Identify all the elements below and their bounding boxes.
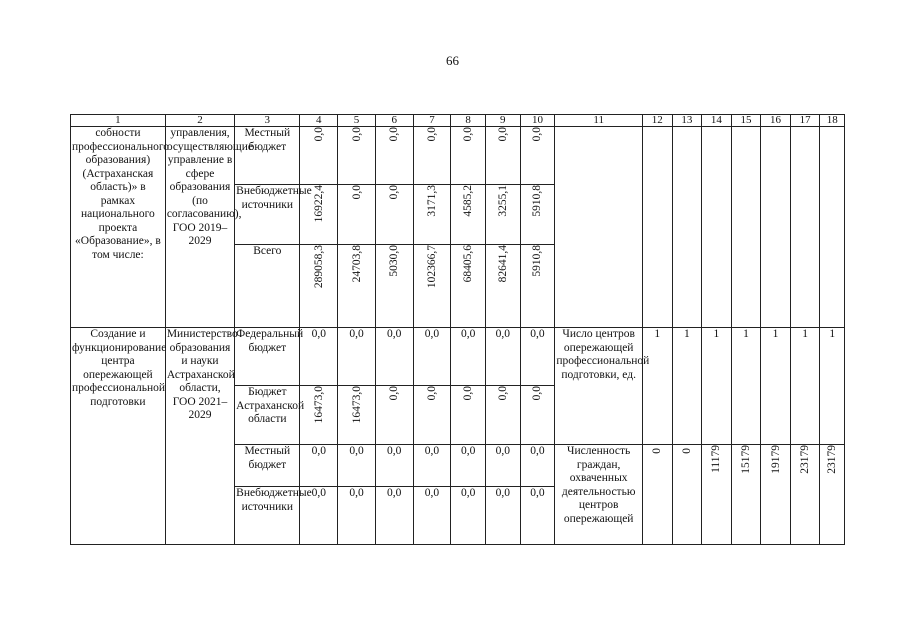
value-cell: 0,0 (375, 328, 413, 386)
funding-source-cell: Федеральный бюджет (235, 328, 300, 386)
header-cell: 6 (375, 115, 413, 127)
value-cell: 82641,4 (485, 245, 520, 328)
indicator-value-cell (702, 127, 732, 328)
value-cell: 0,0 (375, 127, 413, 185)
value-cell: 0,0 (520, 487, 555, 545)
value-cell: 0,0 (485, 328, 520, 386)
value-cell: 68405,6 (451, 245, 486, 328)
header-cell: 4 (300, 115, 338, 127)
header-cell: 8 (451, 115, 486, 127)
value-cell: 5910,8 (520, 245, 555, 328)
value-cell: 0,0 (375, 386, 413, 445)
header-cell: 12 (643, 115, 673, 127)
header-cell: 11 (555, 115, 643, 127)
value-cell: 0,0 (520, 386, 555, 445)
header-cell: 7 (413, 115, 451, 127)
funding-source-cell: Местный бюджет (235, 445, 300, 487)
header-cell: 2 (165, 115, 234, 127)
value-cell: 16473,0 (300, 386, 338, 445)
measure-name-cell: Создание и функционирование центра опережающей профессиональной подготовки (71, 328, 166, 545)
value-cell: 0,0 (520, 127, 555, 185)
value-cell: 0,0 (485, 487, 520, 545)
header-cell: 14 (702, 115, 732, 127)
value-cell: 16922,4 (300, 185, 338, 245)
indicator-value-cell: 11179 (702, 445, 732, 545)
value-cell: 3255,1 (485, 185, 520, 245)
value-cell: 0,0 (451, 328, 486, 386)
value-cell: 0,0 (375, 185, 413, 245)
value-cell: 24703,8 (338, 245, 376, 328)
value-cell: 0,0 (520, 445, 555, 487)
value-cell: 0,0 (338, 445, 376, 487)
value-cell: 289058,3 (300, 245, 338, 328)
indicator-value-cell: 1 (790, 328, 820, 445)
indicator-name-cell: Число центров опережающей профессиональной подготовки, ед. (555, 328, 643, 445)
value-cell: 0,0 (413, 386, 451, 445)
value-cell: 0,0 (300, 487, 338, 545)
indicator-value-cell (790, 127, 820, 328)
funding-source-cell: Бюджет Астраханской области (235, 386, 300, 445)
indicator-value-cell: 1 (702, 328, 732, 445)
indicator-name-cell: Численность граждан, охваченных деятельностью центров опережающей (555, 445, 643, 545)
header-cell: 3 (235, 115, 300, 127)
value-cell: 0,0 (338, 328, 376, 386)
table-row (71, 127, 845, 185)
value-cell: 0,0 (375, 487, 413, 545)
header-cell: 13 (672, 115, 702, 127)
value-cell: 5030,0 (375, 245, 413, 328)
funding-source-cell: Местный бюджет (235, 127, 300, 185)
value-cell: 0,0 (485, 445, 520, 487)
value-cell: 0,0 (451, 127, 486, 185)
value-cell: 0,0 (451, 386, 486, 445)
header-cell: 18 (820, 115, 845, 127)
value-cell: 0,0 (413, 487, 451, 545)
value-cell: 0,0 (485, 386, 520, 445)
value-cell: 0,0 (300, 445, 338, 487)
indicator-value-cell (731, 127, 761, 328)
value-cell: 0,0 (520, 328, 555, 386)
indicator-value-cell (820, 127, 845, 328)
indicator-value-cell (672, 127, 702, 328)
funding-source-cell: Внебюджетные источники (235, 185, 300, 245)
value-cell: 102366,7 (413, 245, 451, 328)
value-cell: 0,0 (338, 487, 376, 545)
value-cell: 0,0 (300, 328, 338, 386)
funding-source-cell: Внебюджетные источники (235, 487, 300, 545)
page-number: 66 (446, 53, 459, 68)
indicator-value-cell: 1 (731, 328, 761, 445)
value-cell: 0,0 (413, 127, 451, 185)
value-cell: 0,0 (338, 127, 376, 185)
indicator-value-cell: 1 (643, 328, 673, 445)
header-cell: 9 (485, 115, 520, 127)
header-cell: 5 (338, 115, 376, 127)
value-cell: 5910,8 (520, 185, 555, 245)
indicator-value-cell: 0 (672, 445, 702, 545)
header-cell: 1 (71, 115, 166, 127)
header-cell: 15 (731, 115, 761, 127)
value-cell: 0,0 (451, 487, 486, 545)
value-cell: 0,0 (300, 127, 338, 185)
indicator-value-cell: 15179 (731, 445, 761, 545)
indicator-value-cell: 0 (643, 445, 673, 545)
value-cell: 16473,0 (338, 386, 376, 445)
value-cell: 4585,2 (451, 185, 486, 245)
value-cell: 0,0 (375, 445, 413, 487)
value-cell: 0,0 (451, 445, 486, 487)
value-cell: 3171,3 (413, 185, 451, 245)
budget-table (70, 114, 845, 545)
funding-source-cell: Всего (235, 245, 300, 328)
indicator-value-cell: 1 (820, 328, 845, 445)
indicator-value-cell (643, 127, 673, 328)
indicator-value-cell: 23179 (790, 445, 820, 545)
indicator-cell (555, 127, 643, 328)
indicator-value-cell: 1 (672, 328, 702, 445)
measure-name-cell: собности профессионального образования) (Астраханская область)» в рамках национального проекта «Образование», в том числе: (71, 127, 166, 328)
header-cell: 10 (520, 115, 555, 127)
table-row (71, 328, 845, 386)
value-cell: 0,0 (413, 445, 451, 487)
header-row (71, 115, 845, 127)
header-cell: 17 (790, 115, 820, 127)
value-cell: 0,0 (338, 185, 376, 245)
value-cell: 0,0 (413, 328, 451, 386)
executor-cell: Министерство образования и науки Астраханской области, ГОО 2021–2029 (165, 328, 234, 545)
indicator-value-cell: 1 (761, 328, 791, 445)
indicator-value-cell: 19179 (761, 445, 791, 545)
header-cell: 16 (761, 115, 791, 127)
executor-cell: управления, осуществляющие управление в сфере образования (по согласованию), ГОО 2019–2029 (165, 127, 234, 328)
indicator-value-cell: 23179 (820, 445, 845, 545)
value-cell: 0,0 (485, 127, 520, 185)
indicator-value-cell (761, 127, 791, 328)
